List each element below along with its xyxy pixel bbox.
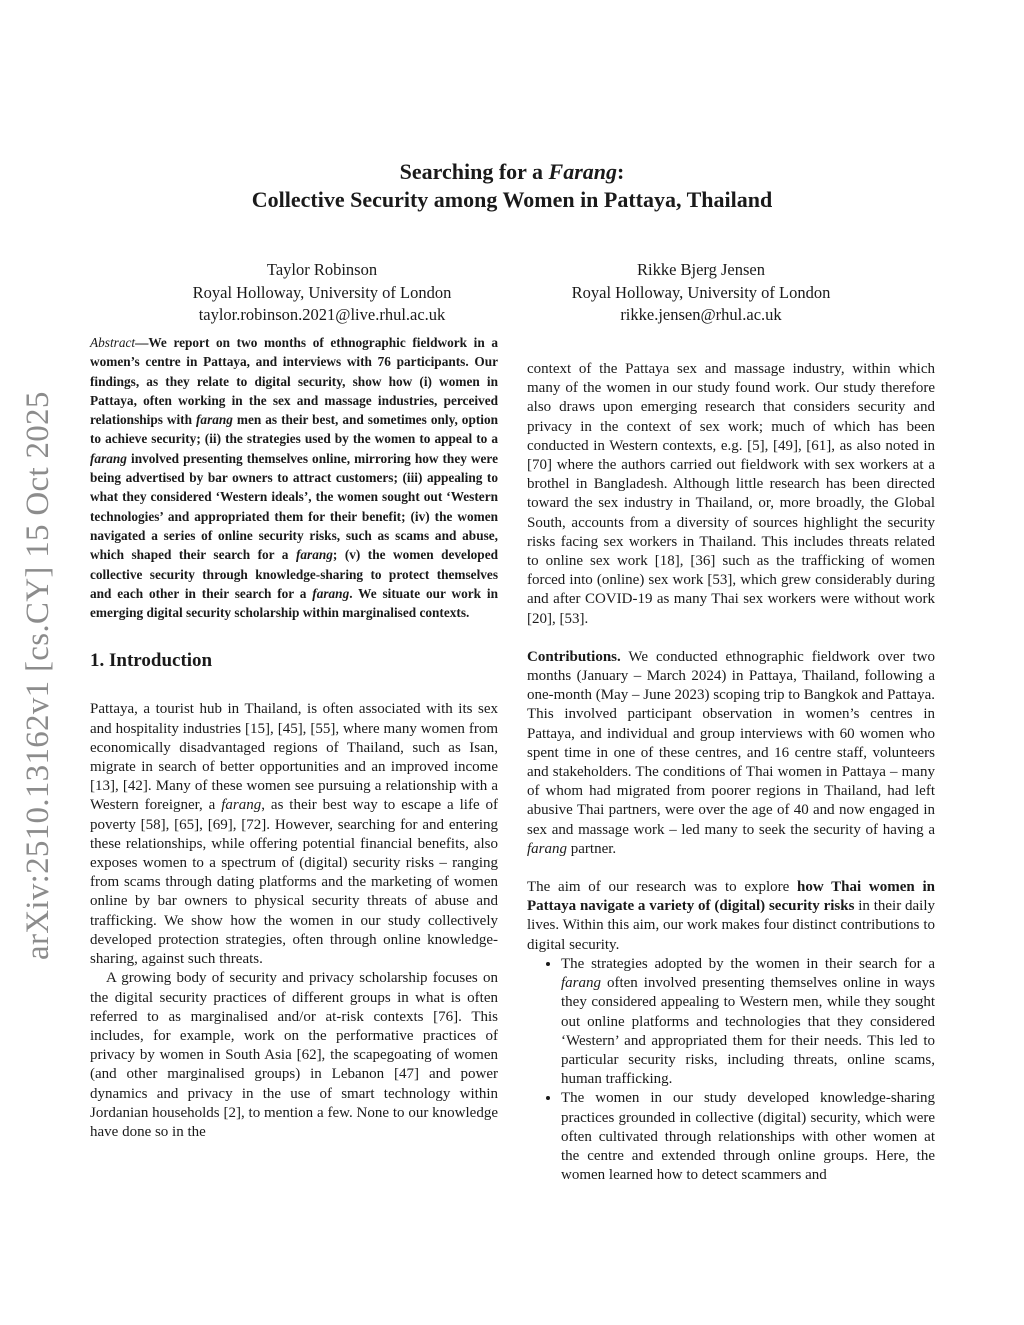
author-block-1 <box>112 259 532 327</box>
intro-paragraph-3: context of the Pattaya sex and massage industry, within which many of the women in our study found work. Our study therefore also draws upon emerging research that considers security and privacy in the context of sex work; much of which has been conducted in Western contexts, e.g. [5], [49], [61], as also noted in [70] where the authors carried out fieldwork with sex workers at a brothel in Bangladesh. Although little research has been directed toward the sex industry in Thailand, or, more broadly, the Global South, accounts from a diversity of sources highlight the security risks facing sex workers in Thailand. This includes threats related to online sex work [18], [36] such as the trafficking of women forced into (online) sex work [53], which grew considerably during and after COVID-19 as many Thai sex workers were without work [20], [53]. <box>527 361 935 627</box>
author-name: Taylor Robinson <box>266 260 378 279</box>
list-item: • The strategies adopted by the women in their search for a farang often involved presenting themselves online in ways they considered appealing to Western men, while they sought out online platforms and technologies that they considered ‘Western’ and appropriated them for their needs. This led to particular security risks, including threats, online scams, human trafficking. <box>561 955 935 1089</box>
author-affiliation: Royal Holloway, University of London <box>571 282 831 302</box>
author-affiliation: Royal Holloway, University of London <box>192 282 452 302</box>
title-emphasis: Farang <box>548 159 618 184</box>
contributions-paragraph: Contributions. We conducted ethnographic fieldwork over two months (January – March 2024) in Pattaya, Thailand, following a one-month (May – June 2023) scoping trip to Bangkok and Pattaya. This involved participant observation in women’s centres in Pattaya, and individual and group interviews with 60 women who spent time in one of these centres, and 16 centre staff, volunteers and stakeholders. The conditions of Thai women in Pattaya – many of whom had migrated from poorer regions in Thailand, had left abusive Thai partners, were over the age of 40 and now engaged in sex and massage work – led many to seek the security of having a farang partner. <box>527 648 935 857</box>
author-name: Rikke Bjerg Jensen <box>636 260 765 279</box>
contributions-list <box>527 955 935 1185</box>
author-email[interactable]: rikke.jensen@rhul.ac.uk <box>620 305 782 324</box>
author-block-2 <box>491 259 911 327</box>
right-column <box>527 360 935 1185</box>
title-line-2: Collective Security among Women in Pattaya, Thailand <box>251 187 773 212</box>
intro-paragraph-2: A growing body of security and privacy scholarship focuses on the digital security practices of different groups in what is often referred to as marginalised and/or at-risk contexts [76]. This includes, for example, work on the performative practices of privacy by women in South Asia [62], the scapegoating of women (and other marginalised groups) in Lebanon [47] and power dynamics and privacy in the use of smart technology within Jordanian households [2], to mention a few. None to our knowledge have done so in the <box>90 970 498 1140</box>
left-column <box>90 333 498 1142</box>
abstract-label: Abstract <box>90 335 136 350</box>
title-line-1: Searching for a Farang: <box>399 159 625 184</box>
arxiv-identifier-stamp: arXiv:2510.13162v1 [cs.CY] 15 Oct 2025 <box>20 391 56 960</box>
aim-paragraph: The aim of our research was to explore how Thai women in Pattaya navigate a variety of (digital) security risks in their daily lives. Within this aim, our work makes four distinct contributions to digital security. <box>527 879 935 953</box>
list-item: • The women in our study developed knowledge-sharing practices grounded in collective (digital) security, which were often cultivated through relationships with other women at the centre and extended through online groups. Here, the women learned how to detect scammers and <box>561 1089 935 1185</box>
author-email[interactable]: taylor.robinson.2021@live.rhul.ac.uk <box>198 305 446 324</box>
abstract: Abstract—We report on two months of ethnographic fieldwork in a women’s centre in Pattaya, and interviews with 76 participants. Our findings, as they relate to digital security, show how (i) women in Pattaya, often working in the sex and massage industries, perceived relationships with farang men as their best, and sometimes only, option to achieve security; (ii) the strategies used by the women to appeal to a farang involved presenting themselves online, mirroring how they were being advertised by bar owners to attract customers; (iii) appealing to what they considered ‘Western ideals’, the women sought out ‘Western technologies’ and appropriated them for their benefit; (iv) the women navigated a series of online security risks, such as scams and abuse, which shaped their search for a farang; (v) the women developed collective security through knowledge-sharing to protect themselves and each other in their search for a farang. We situate our work in emerging digital security scholarship within marginalised contexts. <box>90 335 498 621</box>
paper-title <box>0 158 1024 214</box>
intro-paragraph-1: Pattaya, a tourist hub in Thailand, is often associated with its sex and hospitality industries [15], [45], [55], where many women from economically disadvantaged regions of Thailand, such as Isan, migrate in search of better opportunities and an improved income [13], [42]. Many of these women see pursuing a relationship with a Western foreigner, a farang, as their best way to escape a life of poverty [58], [65], [69], [72]. However, searching for and entering these relationships, while offering potential financial benefits, also exposes women to a spectrum of (digital) security risks – ranging from scams through dating platforms and the marketing of women online by bar owners to physical security threats of abuse and trafficking. We show how the women in our study collectively developed protection strategies, often through online knowledge-sharing, against such threats. <box>90 701 498 968</box>
section-heading-introduction: 1. Introduction <box>90 650 213 672</box>
contributions-label: Contributions. <box>527 648 621 665</box>
